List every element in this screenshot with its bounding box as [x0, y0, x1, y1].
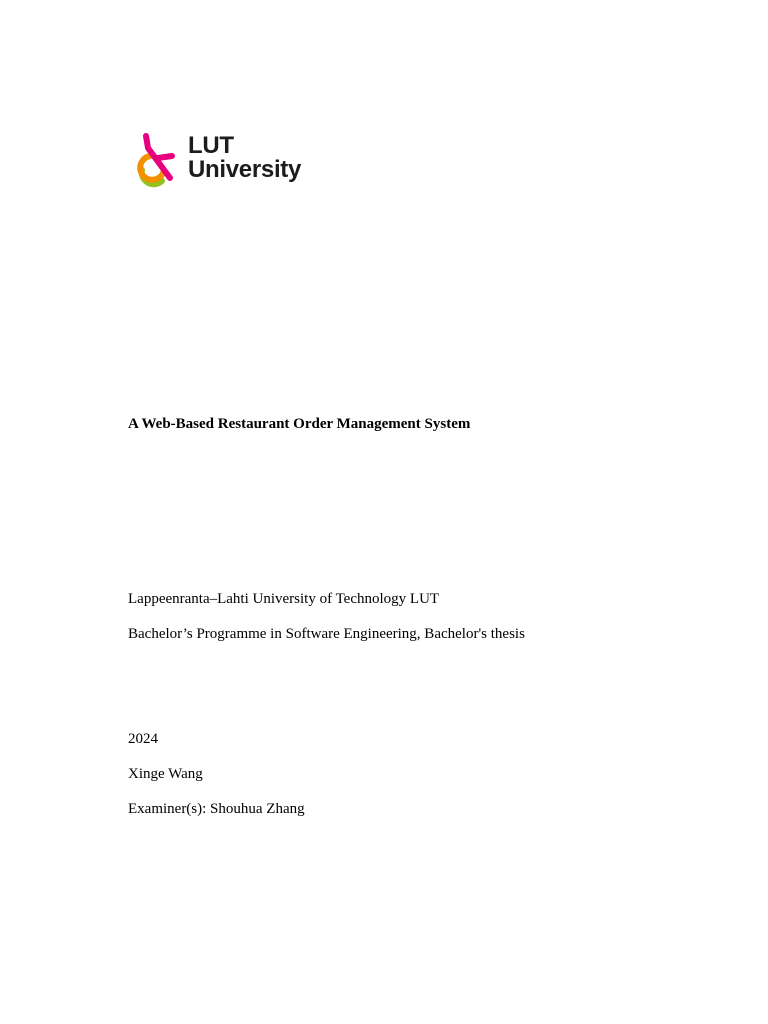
- university-name: Lappeenranta–Lahti University of Technology LUT: [128, 591, 440, 607]
- examiner-line: Examiner(s): Shouhua Zhang: [128, 801, 305, 817]
- ampersand-logo-icon: [136, 126, 188, 192]
- logo-wordmark: [188, 134, 301, 182]
- thesis-year: 2024: [128, 731, 158, 747]
- programme-name: Bachelor’s Programme in Software Engineering, Bachelor's thesis: [128, 626, 525, 642]
- logo-line-lut: LUT: [188, 132, 234, 159]
- logo-line-university: University: [188, 156, 302, 183]
- author-name: Xinge Wang: [128, 766, 203, 782]
- lut-university-logo: [136, 126, 312, 192]
- thesis-title: A Web-Based Restaurant Order Management System: [128, 416, 471, 432]
